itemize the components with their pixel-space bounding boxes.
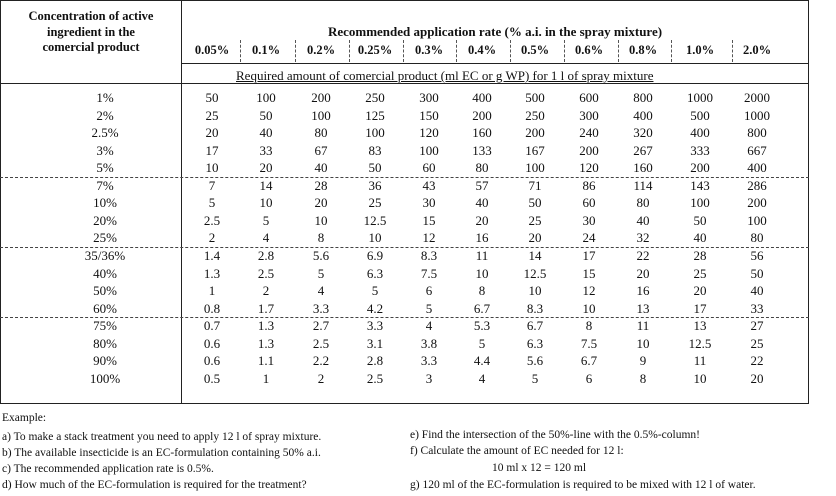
amount-cell: 100 [419,142,439,158]
amount-cell: 60 [422,160,436,176]
amount-cell: 400 [472,90,492,105]
amount-cell: 4 [478,370,486,386]
amount-cell: 100 [365,125,385,141]
example-step-d: d) How much of the EC-formulation is required for the treatment? [2,479,307,491]
amount-cell: 25 [750,335,764,351]
concentration-cell: 7% [96,177,114,193]
amount-cell: 80 [475,160,489,176]
amount-cell: 6.7 [580,353,598,369]
amount-cell: 5 [317,265,325,281]
amount-cell: 200 [525,125,545,141]
example-step-g: g) 120 ml of the EC-formulation is required to be mixed with 12 l of water. [410,479,756,491]
amount-cell: 32 [636,230,650,246]
group-divider [0,317,809,318]
rate-column-separator [403,40,404,62]
amount-cell: 22 [750,353,764,369]
amount-cell: 200 [579,142,599,158]
rate-header-cell: 0.1% [251,43,281,57]
amount-cell: 12.5 [363,212,387,228]
amount-cell: 500 [690,107,710,123]
rate-column-separator [671,40,672,62]
amount-cell: 10 [475,265,489,281]
concentration-cell: 35/36% [84,247,126,263]
amount-cell: 4.4 [473,353,491,369]
amount-cell: 6.3 [526,335,544,351]
amount-cell: 100 [690,195,710,211]
example-title: Example: [2,412,47,424]
amount-cell: 667 [747,142,767,158]
amount-cell: 240 [579,125,599,141]
amount-cell: 6.7 [473,300,491,316]
rate-header-cell: 2.0% [742,43,772,57]
amount-cell: 160 [472,125,492,141]
amount-cell: 50 [368,160,382,176]
amount-cell: 4.2 [366,300,384,316]
rate-column-separator [732,40,733,62]
concentration-cell: 20% [93,212,117,228]
amount-cell: 1.1 [257,353,275,369]
amount-cell: 800 [747,125,767,141]
amount-cell: 8.3 [526,300,544,316]
amount-cell: 80 [314,125,328,141]
amount-cell: 2.5 [312,335,330,351]
amount-cell: 400 [747,160,767,176]
amount-cell: 12 [582,283,596,299]
amount-cell: 2.5 [257,265,275,281]
concentration-header [3,9,179,56]
example-step-a: a) To make a stack treatment you need to apply 12 l of spray mixture. [2,431,322,443]
amount-cell: 17 [582,247,596,263]
amount-cell: 5 [478,335,486,351]
concentration-header-line-1: Concentration of active [28,9,154,23]
amount-cell: 5.3 [473,318,491,334]
group-divider [0,247,809,248]
concentration-cell: 40% [93,265,117,281]
amount-cell: 120 [579,160,599,176]
rate-header-cell: 0.05% [194,43,230,57]
amount-cell: 100 [747,212,767,228]
concentration-cell: 5% [96,160,114,176]
example-step-c: c) The recommended application rate is 0.5%. [2,463,214,475]
amount-cell: 20 [750,370,764,386]
amount-cell: 17 [693,300,707,316]
concentration-cell: 2% [96,107,114,123]
amount-cell: 1.3 [257,335,275,351]
amount-cell: 24 [582,230,596,246]
amount-cell: 11 [475,247,489,263]
amount-cell: 1.3 [203,265,221,281]
amount-cell: 2 [262,283,270,299]
amount-cell: 25 [693,265,707,281]
amount-cell: 2.5 [366,370,384,386]
amount-cell: 14 [528,247,542,263]
amount-cell: 20 [314,195,328,211]
concentration-header-line-3: comercial product [42,40,140,54]
amount-cell: 30 [422,195,436,211]
amount-cell: 43 [422,177,436,193]
amount-cell: 50 [528,195,542,211]
amount-cell: 40 [314,160,328,176]
amount-cell: 150 [419,107,439,123]
amount-cell: 10 [636,335,650,351]
rate-column-separator [618,40,619,62]
amount-cell: 6.3 [366,265,384,281]
amount-cell: 8 [478,283,486,299]
concentration-cell: 60% [93,300,117,316]
amount-cell: 0.5 [203,370,221,386]
amount-cell: 3.3 [366,318,384,334]
concentration-cell: 1% [96,90,114,105]
concentration-column-divider [181,0,182,404]
amount-cell: 0.7 [203,318,221,334]
rate-column-separator [510,40,511,62]
amount-cell: 6.7 [526,318,544,334]
amount-cell: 15 [422,212,436,228]
amount-cell: 6.9 [366,247,384,263]
concentration-cell: 10% [93,195,117,211]
group-divider [0,177,809,178]
rate-header-cell: 0.25% [357,43,393,57]
amount-cell: 25 [528,212,542,228]
amount-cell: 250 [525,107,545,123]
amount-cell: 8 [585,318,593,334]
amount-cell: 33 [259,142,273,158]
amount-cell: 50 [205,90,219,105]
amount-cell: 10 [528,283,542,299]
amount-cell: 4 [262,230,270,246]
rate-header-cell: 0.4% [467,43,497,57]
amount-cell: 400 [690,125,710,141]
amount-cell: 67 [314,142,328,158]
amount-cell: 200 [747,195,767,211]
amount-cell: 800 [633,90,653,105]
amount-cell: 3 [425,370,433,386]
amount-cell: 13 [636,300,650,316]
amount-cell: 50 [259,107,273,123]
amount-cell: 100 [525,160,545,176]
amount-cell: 2.5 [203,212,221,228]
amount-cell: 100 [256,90,276,105]
amount-cell: 100 [311,107,331,123]
amount-cell: 133 [472,142,492,158]
amount-cell: 500 [525,90,545,105]
amount-cell: 5 [531,370,539,386]
amount-cell: 10 [314,212,328,228]
amount-cell: 160 [633,160,653,176]
amount-cell: 333 [690,142,710,158]
amount-cell: 125 [365,107,385,123]
rate-column-separator [456,40,457,62]
amount-cell: 1000 [687,90,713,105]
example-step-e: e) Find the intersection of the 50%-line with the 0.5%-column! [410,429,700,441]
amount-cell: 250 [365,90,385,105]
concentration-cell: 2.5% [91,125,119,141]
rate-header-cell: 0.6% [574,43,604,57]
amount-cell: 120 [419,125,439,141]
amount-cell: 71 [528,177,542,193]
amount-cell: 200 [311,90,331,105]
amount-cell: 4 [317,283,325,299]
rate-column-separator [349,40,350,62]
amount-cell: 1000 [744,107,770,123]
amount-cell: 57 [475,177,489,193]
amount-cell: 25 [368,195,382,211]
amount-cell: 11 [636,318,650,334]
amount-cell: 30 [582,212,596,228]
amount-cell: 12 [422,230,436,246]
amount-cell: 12.5 [523,265,547,281]
amount-cell: 36 [368,177,382,193]
amount-cell: 300 [579,107,599,123]
amount-cell: 2.7 [312,318,330,334]
amount-cell: 5 [425,300,433,316]
concentration-cell: 50% [93,283,117,299]
amount-cell: 10 [693,370,707,386]
amount-cell: 5 [208,195,216,211]
amount-cell: 22 [636,247,650,263]
amount-cell: 8 [317,230,325,246]
amount-cell: 5.6 [312,247,330,263]
table-subheader: Required amount of comercial product (ml EC or g WP) for 1 l of spray mixture [236,68,654,83]
amount-cell: 3.3 [312,300,330,316]
rate-header-cell: 0.2% [306,43,336,57]
amount-cell: 3.3 [420,353,438,369]
amount-cell: 0.6 [203,353,221,369]
amount-cell: 7.5 [580,335,598,351]
amount-cell: 1.3 [257,318,275,334]
amount-cell: 5 [371,283,379,299]
amount-cell: 50 [693,212,707,228]
amount-cell: 56 [750,247,764,263]
amount-cell: 80 [636,195,650,211]
amount-cell: 40 [693,230,707,246]
amount-cell: 20 [528,230,542,246]
amount-cell: 0.8 [203,300,221,316]
example-step-f: f) Calculate the amount of EC needed for 12 l: [410,445,624,457]
amount-cell: 1 [208,283,216,299]
amount-cell: 2.8 [366,353,384,369]
amount-cell: 27 [750,318,764,334]
amount-cell: 11 [693,353,707,369]
amount-cell: 60 [582,195,596,211]
amount-cell: 10 [259,195,273,211]
amount-cell: 400 [633,107,653,123]
rate-header-cell: 1.0% [685,43,715,57]
amount-cell: 20 [205,125,219,141]
amount-cell: 5 [262,212,270,228]
amount-cell: 286 [747,177,767,193]
amount-cell: 167 [525,142,545,158]
concentration-cell: 90% [93,353,117,369]
amount-cell: 40 [259,125,273,141]
amount-cell: 5.6 [526,353,544,369]
amount-cell: 200 [690,160,710,176]
amount-cell: 25 [205,107,219,123]
amount-cell: 6 [585,370,593,386]
amount-cell: 40 [750,283,764,299]
amount-cell: 15 [582,265,596,281]
amount-cell: 200 [472,107,492,123]
amount-cell: 14 [259,177,273,193]
amount-cell: 20 [693,283,707,299]
amount-cell: 1.7 [257,300,275,316]
example-step-b: b) The available insecticide is an EC-formulation containing 50% a.i. [2,447,321,459]
amount-cell: 3.8 [420,335,438,351]
amount-cell: 86 [582,177,596,193]
amount-cell: 6 [425,283,433,299]
rate-title: Recommended application rate (% a.i. in the spray mixture) [327,24,663,39]
concentration-cell: 3% [96,142,114,158]
amount-cell: 83 [368,142,382,158]
amount-cell: 20 [475,212,489,228]
rate-header-cell: 0.8% [628,43,658,57]
rate-header-cell: 0.3% [414,43,444,57]
amount-cell: 300 [419,90,439,105]
amount-cell: 20 [636,265,650,281]
amount-cell: 2 [208,230,216,246]
amount-cell: 12.5 [688,335,712,351]
amount-cell: 16 [636,283,650,299]
amount-cell: 40 [636,212,650,228]
amount-cell: 600 [579,90,599,105]
amount-cell: 2.8 [257,247,275,263]
amount-cell: 50 [750,265,764,281]
amount-cell: 1.4 [203,247,221,263]
rate-column-separator [295,40,296,62]
rate-header-cell: 0.5% [520,43,550,57]
amount-cell: 114 [633,177,653,193]
amount-cell: 143 [690,177,710,193]
amount-cell: 3.1 [366,335,384,351]
amount-cell: 0.6 [203,335,221,351]
amount-cell: 7 [208,177,216,193]
amount-cell: 4 [425,318,433,334]
amount-cell: 1 [262,370,270,386]
amount-cell: 267 [633,142,653,158]
amount-cell: 2000 [744,90,770,105]
header-rule [181,63,809,64]
amount-cell: 20 [259,160,273,176]
amount-cell: 13 [693,318,707,334]
amount-cell: 40 [475,195,489,211]
amount-cell: 9 [639,353,647,369]
concentration-cell: 100% [89,370,121,386]
example-calculation: 10 ml x 12 = 120 ml [492,462,587,474]
amount-cell: 10 [205,160,219,176]
amount-cell: 10 [582,300,596,316]
amount-cell: 33 [750,300,764,316]
rate-column-separator [564,40,565,62]
concentration-cell: 80% [93,335,117,351]
concentration-cell: 75% [93,318,117,334]
amount-cell: 28 [314,177,328,193]
amount-cell: 80 [750,230,764,246]
amount-cell: 8.3 [420,247,438,263]
amount-cell: 17 [205,142,219,158]
concentration-header-line-2: ingredient in the [47,24,135,39]
amount-cell: 320 [633,125,653,141]
amount-cell: 2 [317,370,325,386]
amount-cell: 8 [639,370,647,386]
rate-column-separator [240,40,241,62]
amount-cell: 28 [693,247,707,263]
amount-cell: 10 [368,230,382,246]
concentration-cell: 25% [93,230,117,246]
amount-cell: 7.5 [420,265,438,281]
amount-cell: 16 [475,230,489,246]
amount-cell: 2.2 [312,353,330,369]
